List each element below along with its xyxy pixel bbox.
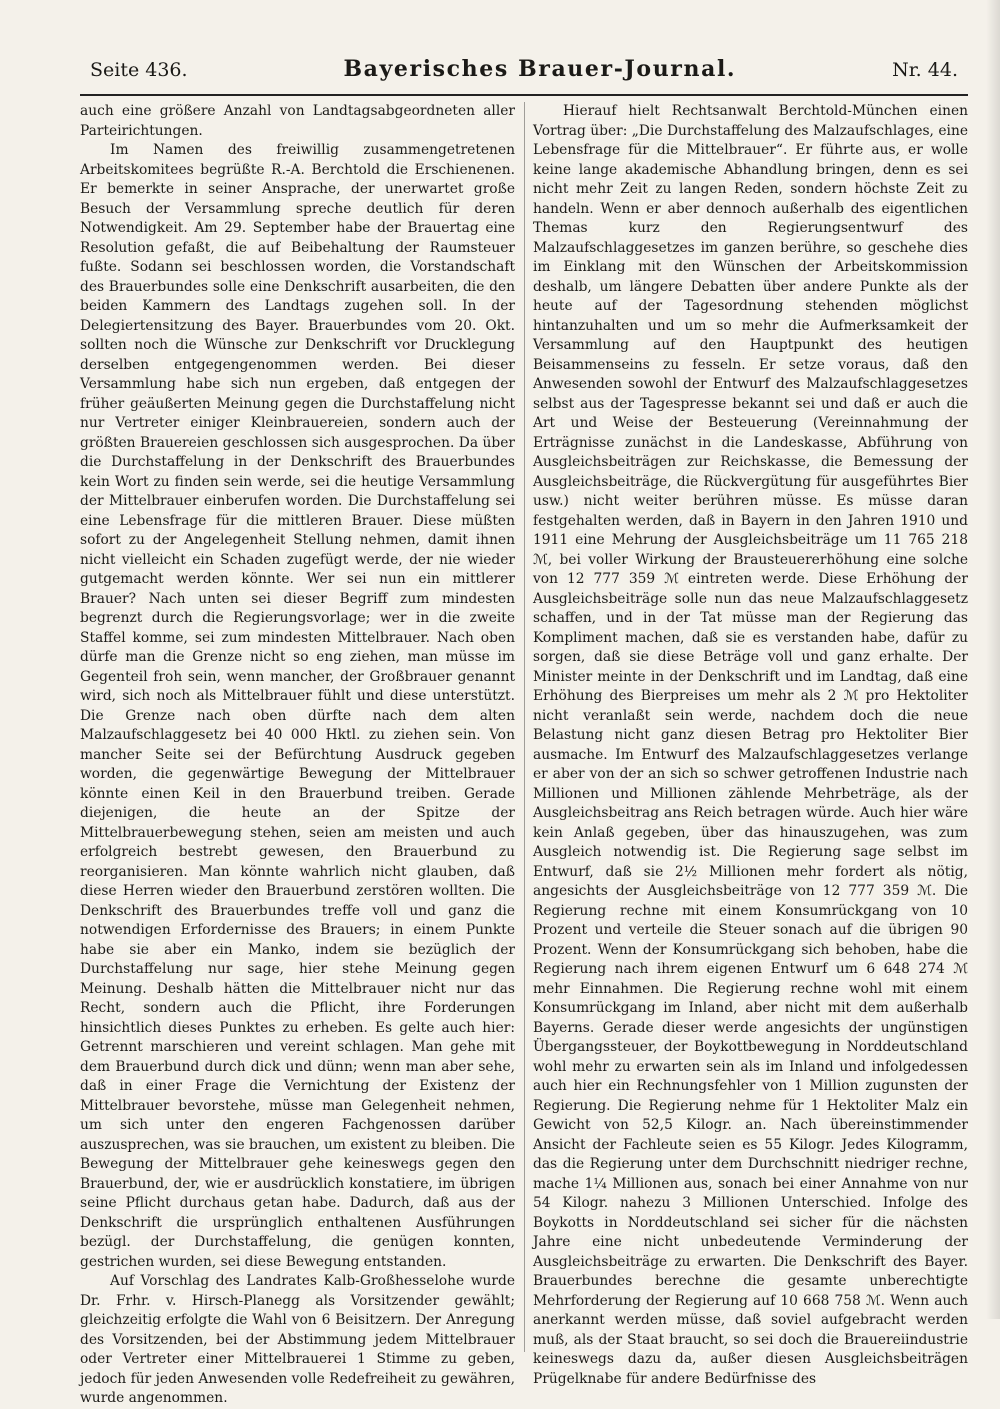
column-divider [524,102,525,1352]
paragraph: Hierauf hielt Rechtsanwalt Berchtold-München einen Vortrag über: „Die Durchstaffelung des Malzaufschlages, eine Lebensfrage für die Mittelbrauer“. Er führte aus, er wolle keine lange akademische Abhandlung bringen, denn es sei nicht mehr Zeit zu langen Reden, sondern höchste Zeit zu handeln. Wenn er aber dennoch außerhalb des eigentlichen Themas kurz den Regierungsentwurf des Malzaufschlaggesetzes im ganzen berühre, so geschehe dies im Einklang mit den Wünschen der Arbeitskommission deshalb, um längere Debatten über andere Punkte als der heute auf der Tagesordnung stehenden möglichst hintanzuhalten und um so mehr die Aufmerksamkeit der Versammlung auf den Hauptpunkt des heutigen Beisammenseins zu fesseln. Er setze voraus, daß den Anwesenden sowohl der Entwurf des Malzaufschlaggesetzes selbst aus der Tagespresse bekannt sei und daß er auch die Art und Weise der Besteuerung (Vereinnahmung der Erträgnisse zunächst in die Landeskasse, Abführung von Ausgleichsbeiträgen zur Reichskasse, die Bemessung der Ausgleichsbeiträge, die Rückvergütung für ausgeführtes Bier usw.) nicht weiter berühren müsse. Es müsse daran festgehalten werden, daß in Bayern in den Jahren 1910 und 1911 eine Mehrung der Ausgleichsbeiträge um 11 765 218 ℳ, bei voller Wirkung der Brausteuererhöhung eine solche von 12 777 359 ℳ eintreten werde. Diese Erhöhung der Ausgleichsbeiträge solle nun das neue Malzaufschlaggesetz schaffen, und in der Tat müsse man der Regierung das Kompliment machen, daß sie es verstanden habe, dafür zu sorgen, daß sie diese Beträge voll und ganz erhalte. Der Minister meinte in der Denkschrift und im Landtag, daß eine Erhöhung des Bierpreises um mehr als 2 ℳ pro Hektoliter nicht veranlaßt sein werde, nachdem doch die neue Belastung nicht ganz diesen Betrag pro Hektoliter Bier ausmache. Im Entwurf des Malzaufschlaggesetzes verlange er aber von der an sich so schwer getroffenen Industrie nach Millionen und Millionen zählende Mehrbeträge, als der Ausgleichsbeitrag ans Reich betragen würde. Auch hier wäre kein Anlaß gegeben, über das hinauszugehen, was zum Ausgleich notwendig ist. Die Regierung sage selbst im Entwurf, daß sie 2½ Millionen mehr fordert als nötig, angesichts der Ausgleichsbeiträge von 12 777 359 ℳ. Die Regierung rechne mit einem Konsumrückgang von 10 Prozent und verteile die Steuer sonach auf die übrigen 90 Prozent. Wenn der Konsumrückgang sich behoben, habe die Regierung nach ihrem eigenen Entwurf um 6 648 274 ℳ mehr Einnahmen. Die Regierung rechne wohl mit einem Konsumrückgang im Inland, aber nicht mit dem außerhalb Bayerns. Gerade dieser werde angesichts der ungünstigen Übergangssteuer, der Boykottbewegung in Norddeutschland wohl mehr zu erwarten sein als im Inland und infolgedessen auch hier ein Rechnungsfehler von 1 Million zugunsten der Regierung. Die Regierung nehme für 1 Hektoliter Malz ein Gewicht von 52,5 Kilogr. an. Nach übereinstimmender Ansicht der Fachleute seien es 55 Kilogr. Jedes Kilogramm, das die Regierung unter dem Durchschnitt niedriger rechne, mache 1¼ Millionen aus, sonach bei einer Annahme von nur 54 Kilogr. nahezu 3 Millionen Unterschied. Infolge des Boykotts in Norddeutschland sei sicher für die nächsten Jahre eine nicht unbedeutende Verminderung der Ausgleichsbeiträge zu erwarten. Die Denkschrift des Bayer. Brauerbundes berechne die gesamte unberechtigte Mehrforderung der Regierung auf 10 668 758 ℳ. Wenn auch anerkannt werden müsse, daß soviel aufgebracht werden muß, als der Staat braucht, so sei doch die Brauereiindustrie keineswegs dazu da, außer diesen Ausgleichsbeiträgen Prügelknabe für andere Bedürfnisse des [533,103,968,1387]
paragraph: Auf Vorschlag des Landrates Kalb-Großhesselohe wurde Dr. Frhr. v. Hirsch-Planegg als Vorsitzender gewählt; gleichzeitig erfolgte die Wahl von 6 Beisitzern. Der Anregung des Vorsitzenden, bei der Abstimmung jedem Mittelbrauer oder Vertreter einer Mittelbrauerei 1 Stimme zu geben, jedoch für jeden Anwesenden volle Redefreiheit zu gewähren, wurde angenommen. [80,1273,515,1406]
page-header [80,56,968,90]
page-number: Seite 436. [90,59,188,81]
right-column [533,102,968,1409]
issue-number: Nr. 44. [892,59,958,81]
left-column [80,102,515,1409]
paragraph: Im Namen des freiwillig zusammengetretenen Arbeitskomitees begrüßte R.-A. Berchtold die Erschienenen. Er bemerkte in seiner Ansprache, der unerwartet große Besuch der Versammlung spreche deutlich für deren Notwendigkeit. Am 29. September habe der Brauertag eine Resolution gefaßt, die auf Beibehaltung der Raumsteuer fußte. Sodann sei beschlossen worden, die Vorstandschaft des Brauerbundes solle eine Denkschrift ausarbeiten, die den beiden Kammern des Landtags zugehen soll. In der Delegiertensitzung des Bayer. Brauerbundes vom 20. Okt. sollten noch die Wünsche zur Denkschrift vor Drucklegung derselben entgegengenommen werden. Bei dieser Versammlung habe sich nun ergeben, daß entgegen der früher geäußerten Meinung gegen die Durchstaffelung nicht nur Vertreter einiger Kleinbrauereien, sondern auch der größten Brauereien geschlossen sich ausgesprochen. Da über die Durchstaffelung in der Denkschrift des Brauerbundes kein Wort zu finden sein werde, sei die heutige Versammlung der Mittelbrauer einberufen worden. Die Durchstaffelung sei eine Lebensfrage für die mittleren Brauer. Diese müßten sofort zu der Angelegenheit Stellung nehmen, damit ihnen nicht vielleicht ein Schaden zugefügt werde, der nie wieder gutgemacht werden könnte. Wer sei nun ein mittlerer Brauer? Nach unten sei dieser Begriff zum mindesten begrenzt durch die Regierungsvorlage; wer in die zweite Staffel komme, sei zum mindesten Mittelbrauer. Nach oben dürfe man die Grenze nicht so eng ziehen, man müsse im Gegenteil froh sein, wenn mancher, der Großbrauer genannt wird, sich noch als Mittelbrauer fühlt und diese unterstützt. Die Grenze nach oben dürfte nach dem alten Malzaufschlaggesetz bei 40 000 Hktl. zu ziehen sein. Von mancher Seite sei der Befürchtung Ausdruck gegeben worden, die gegenwärtige Bewegung der Mittelbrauer könnte einen Keil in den Brauerbund treiben. Gerade diejenigen, die heute an der Spitze der Mittelbrauerbewegung stehen, seien am meisten und auch erfolgreich bestrebt gewesen, den Brauerbund zu reorganisieren. Man könnte wahrlich nicht glauben, daß diese Herren wieder den Brauerbund zerstören wollten. Die Denkschrift des Brauerbundes treffe voll und ganz die notwendigen Erfordernisse des Brauers; in einem Punkte habe sie aber ein Manko, indem sie bezüglich der Durchstaffelung nur sage, hier stehe Meinung gegen Meinung. Deshalb hätten die Mittelbrauer nicht nur das Recht, sondern auch die Pflicht, ihre Forderungen hinsichtlich dieses Punktes zu erheben. Es gelte auch hier: Getrennt marschieren und vereint schlagen. Man gehe mit dem Brauerbund durch dick und dünn; wenn man aber sehe, daß in einer Frage die Vernichtung der Existenz der Mittelbrauer bevorstehe, müsse man Gelegenheit nehmen, um sich unter den engeren Fachgenossen darüber auszusprechen, was sie brauchen, um existent zu bleiben. Die Bewegung der Mittelbrauer gehe keineswegs gegen den Brauerbund, der, wie er ausdrücklich konstatiere, im übrigen seine Pflicht durchaus getan habe. Dadurch, daß aus der Denkschrift die ursprünglich enthaltenen Ausführungen bezügl. der Durchstaffelung, die genügen konnten, gestrichen wurden, sei diese Bewegung entstanden. [80,142,515,1270]
header-rule [80,94,968,96]
paragraph: auch eine größere Anzahl von Landtagsabgeordneten aller Parteirichtungen. [80,103,515,139]
journal-title: Bayerisches Brauer-Journal. [343,56,737,82]
text-columns [80,102,968,1409]
